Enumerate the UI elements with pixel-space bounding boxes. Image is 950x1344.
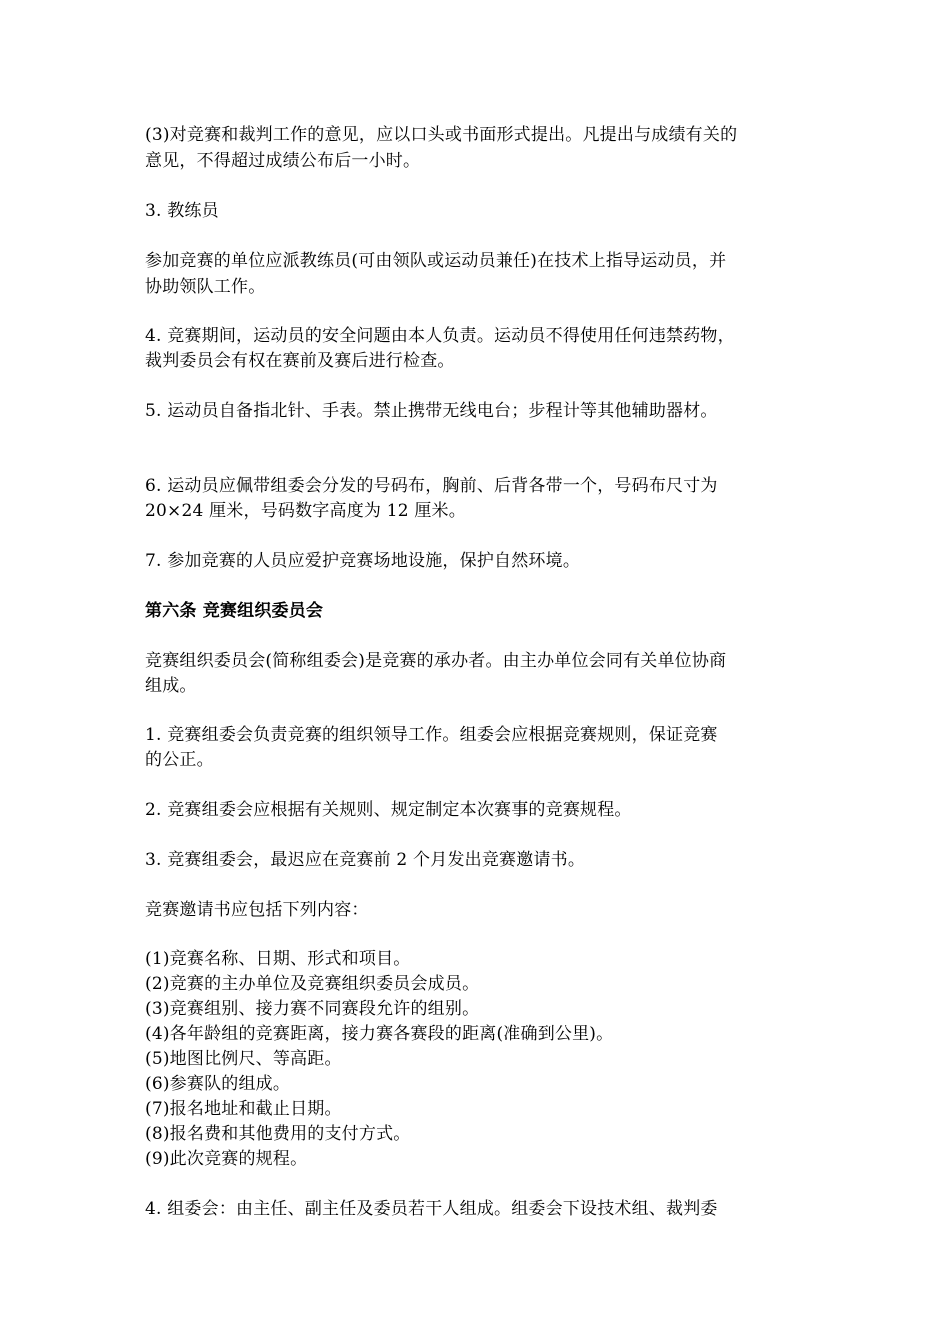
- list-item: 1. 竞赛组委会负责竞赛的组织领导工作。组委会应根据竞赛规则，保证竞赛: [145, 725, 718, 745]
- sub-list-item: (7)报名地址和截止日期。: [145, 1099, 342, 1119]
- list-item: 5. 运动员自备指北针、手表。禁止携带无线电台；步程计等其他辅助器材。: [145, 401, 718, 421]
- list-item: 4. 竞赛期间，运动员的安全问题由本人负责。运动员不得使用任何违禁药物，: [145, 326, 735, 346]
- paragraph-line: 20×24 厘米，号码数字高度为 12 厘米。: [145, 501, 466, 521]
- list-item: 4. 组委会：由主任、副主任及委员若干人组成。组委会下设技术组、裁判委: [145, 1199, 718, 1219]
- paragraph-line: 协助领队工作。: [145, 277, 266, 297]
- list-item: 6. 运动员应佩带组委会分发的号码布，胸前、后背各带一个，号码布尺寸为: [145, 476, 718, 496]
- article-heading: 第六条 竞赛组织委员会: [145, 601, 324, 621]
- list-item: 3. 竞赛组委会，最迟应在竞赛前 2 个月发出竞赛邀请书。: [145, 850, 586, 870]
- section-heading: 3. 教练员: [145, 201, 219, 221]
- list-item: 2. 竞赛组委会应根据有关规则、规定制定本次赛事的竞赛规程。: [145, 800, 632, 820]
- sub-list-item: (9)此次竞赛的规程。: [145, 1149, 308, 1169]
- sub-list-item: (8)报名费和其他费用的支付方式。: [145, 1124, 411, 1144]
- paragraph-line: 组成。: [145, 676, 197, 696]
- paragraph-line: 竞赛组织委员会(简称组委会)是竞赛的承办者。由主办单位会同有关单位协商: [145, 651, 727, 671]
- sub-list-item: (4)各年龄组的竞赛距离，接力赛各赛段的距离(准确到公里)。: [145, 1024, 614, 1044]
- paragraph-line: 参加竞赛的单位应派教练员(可由领队或运动员兼任)在技术上指导运动员，并: [145, 251, 727, 271]
- paragraph-line: (3)对竞赛和裁判工作的意见，应以口头或书面形式提出。凡提出与成绩有关的: [145, 125, 738, 145]
- paragraph-line: 裁判委员会有权在赛前及赛后进行检查。: [145, 351, 455, 371]
- paragraph-line: 竞赛邀请书应包括下列内容：: [145, 900, 369, 920]
- paragraph-line: 的公正。: [145, 750, 214, 770]
- sub-list-item: (2)竞赛的主办单位及竞赛组织委员会成员。: [145, 974, 480, 994]
- sub-list-item: (1)竞赛名称、日期、形式和项目。: [145, 949, 411, 969]
- sub-list-item: (5)地图比例尺、等高距。: [145, 1049, 342, 1069]
- paragraph-line: 意见，不得超过成绩公布后一小时。: [145, 151, 421, 171]
- list-item: 7. 参加竞赛的人员应爱护竞赛场地设施，保护自然环境。: [145, 551, 581, 571]
- sub-list-item: (6)参赛队的组成。: [145, 1074, 291, 1094]
- sub-list-item: (3)竞赛组别、接力赛不同赛段允许的组别。: [145, 999, 480, 1019]
